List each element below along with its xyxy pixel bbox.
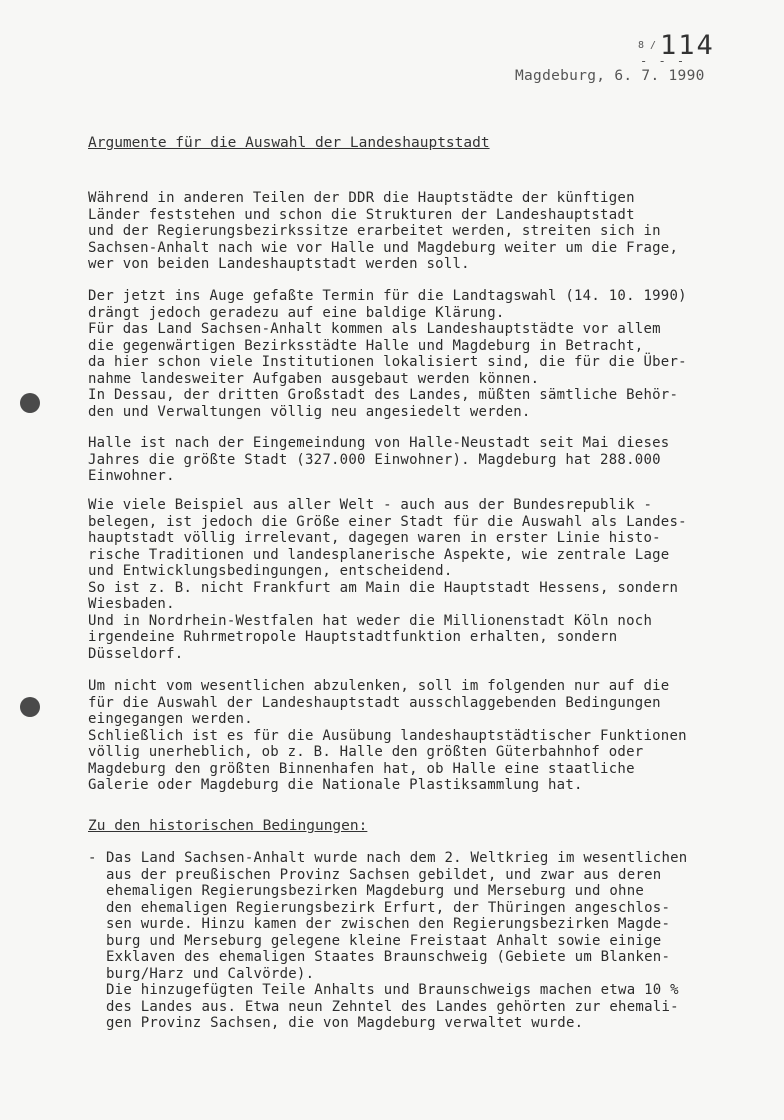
text-line: Während in anderen Teilen der DDR die Hauptstädte der künftigen xyxy=(88,190,635,206)
document-title: Argumente für die Auswahl der Landeshauptstadt xyxy=(88,135,490,151)
text-line: und Entwicklungsbedingungen, entscheidend. xyxy=(88,563,453,579)
paragraph xyxy=(88,288,758,420)
text-line: So ist z. B. nicht Frankfurt am Main die Hauptstadt Hessens, sondern xyxy=(88,579,679,596)
text-line: völlig unerheblich, ob z. B. Halle den größten Güterbahnhof oder xyxy=(88,744,644,760)
text-line: Für das Land Sachsen-Anhalt kommen als Landeshauptstädte vor allem xyxy=(88,321,661,337)
text-line: Exklaven des ehemaligen Staates Braunschweig (Gebiete um Blanken- xyxy=(106,949,671,965)
text-line: Halle ist nach der Eingemeindung von Halle-Neustadt seit Mai dieses xyxy=(88,435,670,451)
text-line: drängt jedoch geradezu auf eine baldige Klärung. xyxy=(88,304,505,321)
text-line: Länder feststehen und schon die Strukturen der Landeshauptstadt xyxy=(88,206,635,223)
text-line: wer von beiden Landeshauptstadt werden soll. xyxy=(88,256,470,272)
text-line: Galerie oder Magdeburg die Nationale Plastiksammlung hat. xyxy=(88,777,583,793)
text-line: Um nicht vom wesentlichen abzulenken, soll im folgenden nur auf die xyxy=(88,678,670,694)
text-line: nahme landesweiter Aufgaben ausgebaut werden können. xyxy=(88,370,540,387)
text-line: Magdeburg den größten Binnenhafen hat, ob Halle eine staatliche xyxy=(88,760,635,777)
text-line: irgendeine Ruhrmetropole Hauptstadtfunktion erhalten, sondern xyxy=(88,629,618,645)
text-line: hauptstadt völlig irrelevant, dagegen waren in erster Linie histo- xyxy=(88,530,661,546)
text-line: aus der preußischen Provinz Sachsen gebildet, und zwar aus deren xyxy=(106,866,662,883)
text-line: Jahres die größte Stadt (327.000 Einwohner). Magdeburg hat 288.000 xyxy=(88,451,661,468)
text-line: Wiesbaden. xyxy=(88,596,175,612)
text-line: sen wurde. Hinzu kamen der zwischen den Regierungsbezirken Magde- xyxy=(106,916,671,932)
text-line: Und in Nordrhein-Westfalen hat weder die Millionenstadt Köln noch xyxy=(88,612,653,629)
text-line: Sachsen-Anhalt nach wie vor Halle und Magdeburg weiter um die Frage, xyxy=(88,239,679,256)
text-line: und der Regierungsbezirkssitze erarbeitet werden, streiten sich in xyxy=(88,223,661,239)
text-line: Das Land Sachsen-Anhalt wurde nach dem 2. Weltkrieg im wesentlichen xyxy=(106,850,688,866)
punch-hole xyxy=(20,393,40,413)
text-line: burg/Harz und Calvörde). xyxy=(106,965,315,982)
text-line: Düsseldorf. xyxy=(88,645,184,662)
text-line: rische Traditionen und landesplanerische Aspekte, wie zentrale Lage xyxy=(88,546,670,563)
text-line: da hier schon viele Institutionen lokalisiert sind, die für die Über- xyxy=(88,354,687,370)
text-line: Einwohner. xyxy=(88,468,175,484)
text-line: den ehemaligen Regierungsbezirk Erfurt, der Thüringen angeschlos- xyxy=(106,899,671,916)
dateline: Magdeburg, 6. 7. 1990 xyxy=(515,68,705,84)
page-mark: 8 / xyxy=(638,40,657,51)
text-line: des Landes aus. Etwa neun Zehntel des Landes gehörten zur ehemali- xyxy=(106,998,679,1015)
text-line: eingegangen werden. xyxy=(88,711,253,727)
text-line: den und Verwaltungen völlig neu angesiedelt werden. xyxy=(88,403,531,420)
text-line: Der jetzt ins Auge gefaßte Termin für die Landtagswahl (14. 10. 1990) xyxy=(88,288,687,304)
text-line: In Dessau, der dritten Großstadt des Landes, müßten sämtliche Behör- xyxy=(88,387,679,403)
paragraph xyxy=(88,190,758,273)
text-line: für die Auswahl der Landeshauptstadt ausschlaggebenden Bedingungen xyxy=(88,694,661,711)
punch-hole xyxy=(20,697,40,717)
page-number: 114 xyxy=(660,30,715,61)
paragraph xyxy=(88,497,758,662)
page-number-underline: - - - xyxy=(640,54,687,68)
text-line: Schließlich ist es für die Ausübung landeshauptstädtischer Funktionen xyxy=(88,727,687,744)
bullet-item xyxy=(106,850,776,1032)
paragraph xyxy=(88,678,758,794)
text-line: ehemaligen Regierungsbezirken Magdeburg und Merseburg und ohne xyxy=(106,883,645,899)
text-line: burg und Merseburg gelegene kleine Freistaat Anhalt sowie einige xyxy=(106,932,662,949)
text-line: die gegenwärtigen Bezirksstädte Halle und Magdeburg in Betracht, xyxy=(88,337,644,354)
text-line: belegen, ist jedoch die Größe einer Stadt für die Auswahl als Landes- xyxy=(88,513,687,530)
paragraph xyxy=(88,435,758,485)
text-line: Wie viele Beispiel aus aller Welt - auch aus der Bundesrepublik - xyxy=(88,497,653,513)
section-heading: Zu den historischen Bedingungen: xyxy=(88,818,368,834)
text-line: Die hinzugefügten Teile Anhalts und Braunschweigs machen etwa 10 % xyxy=(106,982,679,998)
bullet-marker: - xyxy=(88,850,97,866)
text-line: gen Provinz Sachsen, die von Magdeburg verwaltet wurde. xyxy=(106,1015,584,1031)
